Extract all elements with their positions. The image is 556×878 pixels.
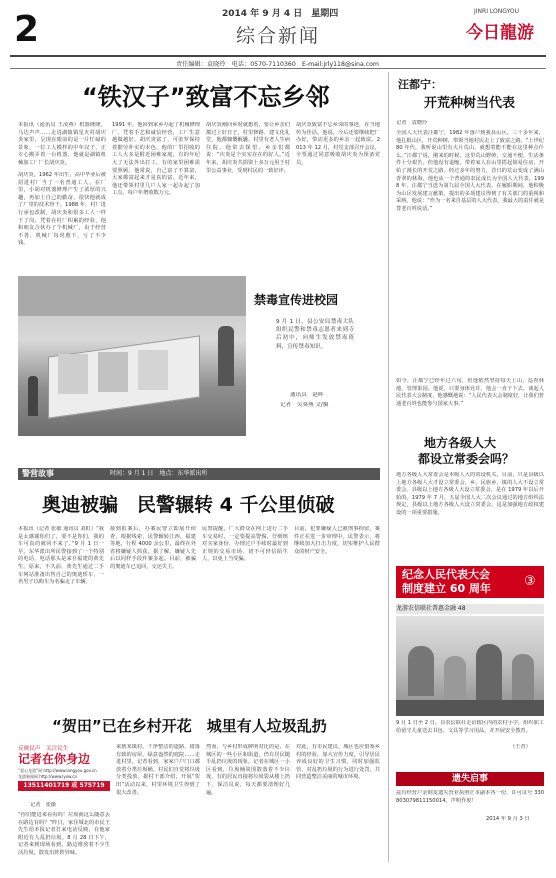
reporter-box bbox=[18, 744, 110, 794]
story1-col3: 胡庆炎刚回乡时就想着，要让乡亲们都过上好日子。村里修路、建文化礼堂，他都慷慨解囊。村里有老人生病住院，他常去探望。乡亲们都说：“庆炎是个实实在在的好人。”近年来，胡庆炎共捐资十多万元用于村里公益事业，受到村民的一致好评。 bbox=[206, 122, 290, 174]
story1-col2: 1991 年，他回到家乡办起了机械修理厂，凭着手艺和诚信经营，工厂生意越做越好。胡庆炎富了，可张罗保持着勤劳朴实的本色，他的厂里招收的工人大多是附近困难家庭，有的年纪大了无法外出打工，有的家里困难需要照顾。他常说，自己富了不算富，大家都富起来才是真的富。近年来，他还带领村里几户人家一起办起了加工点，每户年增收数万元。 bbox=[112, 122, 200, 197]
police-strip-info: 时间：9 月 1 日 地点：东华派出所 bbox=[110, 470, 208, 477]
school-campaign-photo bbox=[18, 276, 246, 436]
wang-body-2: 如今，汪都宁已经年过六旬，但他依然坚持每天上山，巡查林地，管理果园。他说，只要身体允许，他会一直干下去。谈起人民代表大会制度，他感慨地说：“人民代表大会制度好，让我们普通老百姓也能参与国家大事。” bbox=[396, 378, 544, 407]
banner-line-1: 纪念人民代表大会 bbox=[402, 568, 490, 581]
notice-title: 遗失启事 bbox=[396, 772, 544, 786]
police-strip-label: 警营故事 bbox=[22, 469, 54, 478]
story2-headline: 奥迪被骗 民警辗转 4 千公里侦破 bbox=[42, 494, 335, 516]
story3-col4: 对此，有市民建议，城区也应借鉴乡村的经验，加大宣传力度，引导居民养成良好的卫生习惯，同时加强监管，对乱扔垃圾的行为进行处罚，共同营造整洁美丽的城市环境。 bbox=[296, 744, 380, 781]
qa-title-2: 都设立常委会吗？ bbox=[418, 452, 515, 466]
children-photo bbox=[396, 616, 544, 716]
wang-name: 汪都宁： bbox=[398, 78, 442, 91]
story3-col3: 然而，与乡村形成鲜明对比的是，在城区的一些小区和街道，仍有居民随手乱扔垃圾的现象。记者在城区一小区看到，垃圾桶周围散落着不少垃圾，有的居民直接将垃圾袋从楼上扔下。保洁员说，每天都要清理好几遍。 bbox=[206, 744, 290, 796]
reporter-name: 记者 张薇 bbox=[30, 802, 56, 808]
photo-caption: 9 月 1 日至 2 日，县农信联社走访辖区内的农村小学，组织职工给留守儿童送去书包、文具等学习用品，并开展安全教育。 bbox=[396, 720, 544, 734]
story3-col2: 来到某镇村，干净整洁的道路，错落有致的房屋，绿意盎然的庭院……走进村里，记者看到，家家户户门口都放着分类垃圾桶，村民们自觉将垃圾分类投放。据村干部介绍，开展“贺田”活动以来，村里环境卫生得到了很大改善。 bbox=[116, 744, 200, 796]
wang-body: 全国人大代表汪都宁，1982 年落户到我县山区，三十多年来，他扎根山区，开荒种树，带领当地村民走上了致富之路。“上世纪 80 年代，我听说山里有大片荒山，就想着能不能在这里种点什么。”汪都宁说，刚来的时候，这里荒山野岭，交通不便，生活条件十分艰苦。但他没有退缩，带着家人在山里搭起简易住房，开始了漫长的开荒之路。经过多年的努力，昔日的荒山变成了满山青翠的林海，他也从一个普通的农民成长为全国人大代表。1998 年，汪都宁当选为第九届全国人大代表。在履职期间，他积极为山区发展建言献策，提出的多项建议得到了有关部门的重视和采纳。他说：“作为一名来自基层的人大代表，我最大的责任就是替老百姓说话。” bbox=[396, 130, 544, 212]
wang-headline: 开荒种树当代表 bbox=[424, 96, 516, 111]
drug-box-credit-1: 通讯员 赵晖 bbox=[290, 392, 324, 398]
reporter-box-web-1: “爱心龙游”网 http://www.longyou.gov.cn bbox=[18, 768, 97, 773]
finance-header: 龙游农信联社普惠金融 48 bbox=[396, 604, 544, 614]
reporter-box-label: 反映民声 关注民生 bbox=[18, 746, 69, 752]
story3-headline: “贺田”已在乡村开花 城里有人垃圾乱扔 bbox=[52, 717, 327, 735]
drug-box-credit-2: 记者 吴葵燕 文/摄 bbox=[280, 402, 329, 408]
wang-reporter: 记者 袁晓玲 bbox=[396, 120, 428, 126]
story1-headline: “铁汉子”致富不忘乡邻 bbox=[82, 83, 330, 111]
reporter-box-title: 记者在你身边 bbox=[18, 752, 91, 766]
reporter-hotline: 13511401719 或 575719 bbox=[18, 781, 110, 791]
story2-col1: 本报讯（记者 张敏 通讯员 刘虹）“我是太感谢你们了，要不是你们，我的车可真的就回不来了。”9 月 1 日一早，东华派出所民警接到了一个特别的电话，电话那头是来自福建的黄先生。原来，不久前，黄先生通过二手车网站准备出售自己的奥迪轿车，一名男子以购车为名骗走了车辆。 bbox=[18, 526, 104, 586]
story1-col4: 胡庆炎致富不忘乡邻的事迹，在当地传为佳话。他说，今后还要继续把厂办好，带动更多的乡亲一起致富。2013 年 12 月，村党支部召开会议，全票通过同意吸收胡庆炎为预备党员。 bbox=[296, 122, 380, 166]
logo-pinyin: JINRI LONGYOU bbox=[474, 8, 520, 15]
banner-number: ③ bbox=[524, 574, 536, 589]
story1-lead: 本报讯（通讯员 王凌燕）机器隆隆，马达声声……走进湖镇镇星火村胡庆炎家里，呈现在眼前的是一片忙碌的景象。一位工人模样的中年汉子，正专心搬弄着一台机器，他就是湖镇机械加工厂厂长胡庆炎。 bbox=[18, 122, 106, 166]
notice-date: 2014 年 9 月 3 日 bbox=[486, 816, 530, 822]
story2-col3: 民警提醒，广大群众在网上进行二手车交易时，一定要提高警惕，仔细核对买家身份，办理过户手续时最好到正规的交易市场，切不可轻信陌生人，以免上当受骗。 bbox=[202, 526, 288, 563]
qa-title-1: 地方各级人大 bbox=[424, 436, 497, 450]
issue-date: 2014 年 9 月 4 日 星期四 bbox=[222, 9, 339, 19]
masthead-rule bbox=[10, 55, 546, 57]
column-divider bbox=[388, 72, 389, 862]
editor-line: 责任编辑：袁晓玲 电话：0570-7110360 E-mail:jrly118@sina.com bbox=[176, 61, 379, 68]
logo: 今日龍游 bbox=[466, 23, 534, 43]
story1-col1: 胡庆炎，1962 年出生，高中毕业后被招进村厂当了一名普通工人。在厂里，小胡对机器修理产生了浓厚的兴趣，再加上自己的勤奋，很快他就成了厂里的技术骨干。1988 年，村厂进行承包改制，胡庆炎和很多工人一样下了岗。凭着在村厂积累的经验，他和朋友合伙办了个机械厂，由于经营不善，机械厂每况愈下，亏了不少钱。 bbox=[18, 172, 106, 247]
story2-col4: 目前，犯罪嫌疑人已被刑事拘留，案件正在进一步审理中。民警表示，将继续加大打击力度，切实维护人民群众的财产安全。 bbox=[294, 526, 380, 555]
page-number: 2 bbox=[14, 9, 40, 50]
banner-line-2: 制度建立 60 周年 bbox=[402, 582, 491, 595]
story2-col2: 接到报案后，办案民警立即展开侦查，根据线索，民警辗转江西、福建等地，行程 4000 余公里，最终在外省将嫌疑人抓获。据了解，嫌疑人先后以同样手段作案多起。目前，被骗的奥迪车已追回，交还失主。 bbox=[110, 526, 196, 570]
photo-credit: （王青） bbox=[510, 744, 531, 750]
reporter-box-body: “你们能进来看看吗！垃圾就这么随意丢在路边有吗？”昨日，家住城北的市民王先生给本报记者打来电话反映，在他家附近有人乱扔垃圾。8 月 28 日下午，记者来到现场看到，路边堆放着不少生活垃圾，散发出阵阵异味。 bbox=[18, 812, 110, 856]
drug-box-title: 禁毒宣传进校园 bbox=[254, 293, 339, 307]
police-strip bbox=[18, 468, 380, 480]
masthead bbox=[0, 0, 556, 56]
header-thin-rule bbox=[10, 68, 546, 69]
anniversary-banner bbox=[396, 566, 544, 598]
section-title: 综合新闻 bbox=[236, 25, 321, 47]
qa-body: 地方各级人大常委会是本级人大的常设机关。目前，只是县级以上地方各级人大才设立常委会，乡、民族乡、镇的人大不设立常委会。县级以上地方各级人大设立常委会，是在 1979 年以后开始的。1979 年 7 月，五届全国人大二次会议通过的地方组织法规定，县级以上地方各级人大设立常委会。这是加强地方政权建设的一项重要措施。 bbox=[396, 472, 544, 516]
notice-body: 兹有经营户金钢龙遗失营业执照正本副本各一份，许可证号 330803079811150014，声明作废！ bbox=[396, 790, 544, 804]
drug-box-body: 9 月 1 日，县公安局禁毒大队组织民警和禁毒志愿者来到寺后初中，向师生发放禁毒资料，宣传禁毒知识。 bbox=[276, 319, 354, 350]
reporter-box-web-2: 龙游新闻网 http://www.lyxw.cn bbox=[18, 774, 77, 779]
